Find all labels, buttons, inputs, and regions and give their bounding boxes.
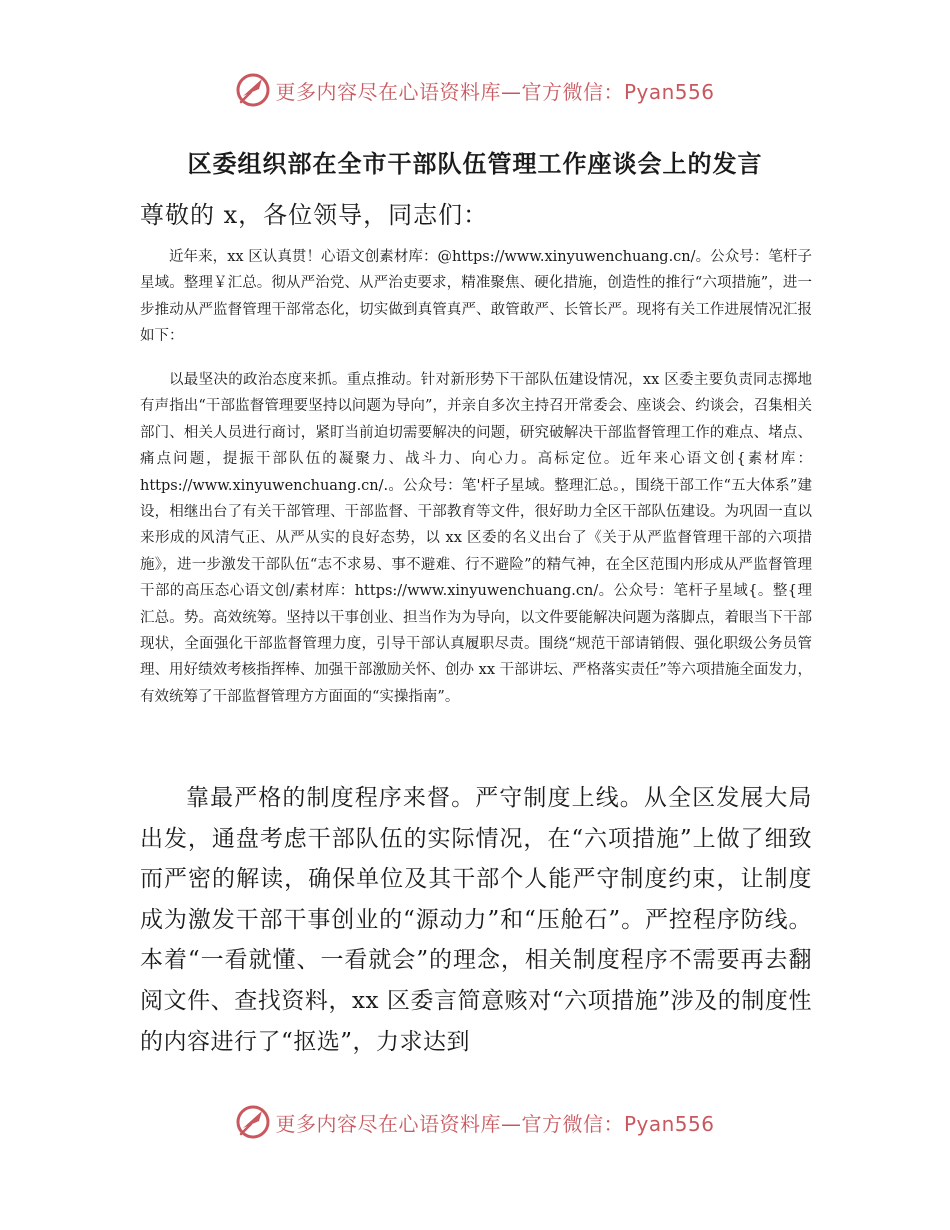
paragraph-3: 靠最严格的制度程序来督。严守制度上线。从全区发展大局出发，通盘考虑干部队伍的实际情况，在“六项措施”上做了细致而严密的解读，确保单位及其干部个人能严守制度约束，让制度成为激发干部干事创业的“源动力”和“压舱石”。严控程序防线。本着“一看就懂、一看就会”的理念，相关制度程序不需要再去翻阅文件、查找资料，xx 区委言简意赅对“六项措施”涉及的制度性的内容进行了“抠选”，力求达到 [140,785,812,1055]
quill-logo-icon [235,72,271,108]
banner-text: 更多内容尽在心语资料库—官方微信：Pyan556 [275,79,715,104]
banner-text: 更多内容尽在心语资料库—官方微信：Pyan556 [275,1111,715,1136]
footer-banner [0,1100,950,1144]
header-banner [0,68,950,112]
quill-logo-icon [235,1104,271,1140]
paragraph-1: 近年来，xx 区认真贯！心语文创素材库：@https://www.xinyuwenchuang.cn/。公众号：笔杆子星域。整理￥汇总。彻从严治党、从严治吏要求，精准聚焦、硬化措施，创造性的推行“六项措施”，进一步推动从严监督管理干部常态化，切实做到真管真严、敢管敢严、长管长严。现将有关工作进展情况汇报如下： [140,249,812,345]
salutation: 尊敬的 x，各位领导，同志们： [140,201,489,229]
document-title: 区委组织部在全市干部队伍管理工作座谈会上的发言 [187,149,763,178]
paragraph-2: 以最坚决的政治态度来抓。重点推动。针对新形势下干部队伍建设情况，xx 区委主要负责同志掷地有声指出“干部监督管理要坚持以问题为导向”，并亲自多次主持召开常委会、座谈会、约谈会，召集相关部门、相关人员进行商讨，紧盯当前迫切需要解决的问题，研究破解决干部监督管理工作的难点、堵点、痛点问题，提振干部队伍的凝聚力、战斗力、向心力。高标定位。近年来心语文创{素材库：https://www.xinyuwenchuang.cn/.。公众号：笔'杆子星域。整理汇总。，围绕干部工作“五大体系”建设，相继出台了有关干部管理、干部监督、干部教育等文件，很好助力全区干部队伍建设。为巩固一直以来形成的风清气正、从严从实的良好态势，以 xx 区委的名义出台了《关于从严监督管理干部的六项措施》，进一步激发干部队伍“志不求易、事不避难、行不避险”的精气神，在全区范围内形成从严监督管理干部的高压态心语文创/素材库：https://www.xinyuwenchuang.cn/。公众号：笔杆子星域{。整{理汇总。势。高效统筹。坚持以干事创业、担当作为为导向，以文件要能解决问题为落脚点，着眼当下干部现状，全面强化干部监督管理力度，引导干部认真履职尽责。围绕“规范干部请销假、强化职级公务员管理、用好绩效考核指挥棒、加强干部激励关怀、创办 xx 干部讲坛、严格落实责任”等六项措施全面发力，有效统筹了干部监督管理方方面面的“实操指南”。 [140,372,812,705]
